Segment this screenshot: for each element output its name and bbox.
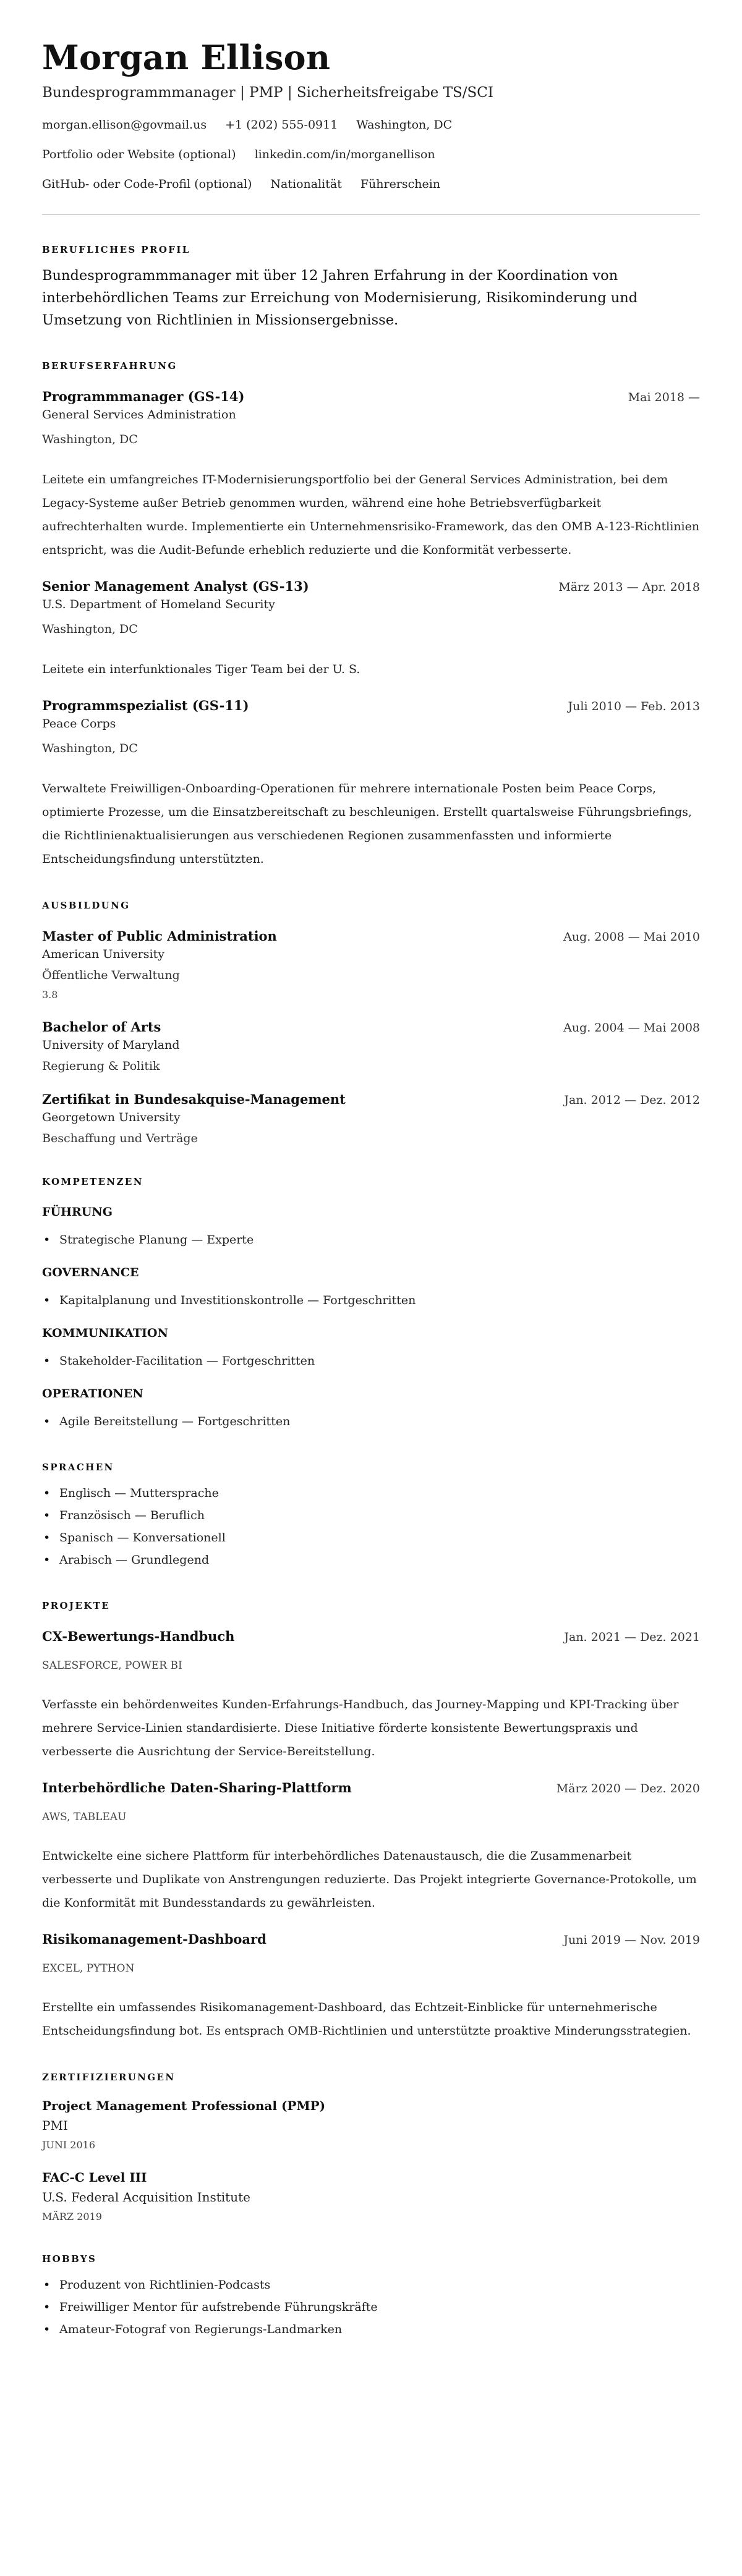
contact-license: Führerschein (360, 177, 441, 191)
job-org: U.S. Department of Homeland Security (42, 598, 275, 611)
project-description: Verfasste ein behördenweites Kunden-Erfahrungs-Handbuch, das Journey-Mapping und KPI-Tracking über mehrere Service-Linien standardisierte. Diese Initiative förderte konsistente Bewertungspraxis und verbesserte die Ausrichtung der Service-Bereitstellung. (42, 1698, 679, 1758)
project-entry (42, 1931, 700, 2043)
project-entry (42, 1628, 700, 1763)
resume-header (42, 36, 700, 215)
section-title-hobbies: HOBBYS (42, 2253, 97, 2265)
degree-field: Beschaffung und Verträge (42, 1132, 198, 1145)
project-date: März 2020 — Dez. 2020 (556, 1782, 700, 1795)
skill-category: KOMMUNIKATION (42, 1326, 168, 1340)
degree-title: Master of Public Administration (42, 928, 277, 944)
job-description: Leitete ein umfangreiches IT-Modernisierungsportfolio bei der General Services Administration, bei dem Legacy-Systeme außer Betrieb genommen wurden, während eine hohe Betriebsverfügbarkeit aufrechterhalten wurde. Implementierte ein Unternehmensrisiko-Framework, das den OMB A-123-Richtlinien entspricht, was die Audit-Befunde erheblich reduzierte und die Konformität verbesserte. (42, 473, 700, 557)
degree-date: Jan. 2012 — Dez. 2012 (564, 1093, 700, 1107)
job-description: Leitete ein interfunktionales Tiger Team bei der U. S. (42, 663, 360, 676)
cert-date: JUNI 2016 (42, 2139, 96, 2151)
skill-category: GOVERNANCE (42, 1266, 139, 1279)
cert-issuer: PMI (42, 2118, 68, 2133)
languages-section (42, 1461, 700, 1571)
contact-row-extra (42, 177, 700, 192)
projects-section (42, 1599, 700, 2043)
experience-entry (42, 697, 700, 871)
experience-section (42, 360, 700, 871)
job-location: Washington, DC (42, 742, 138, 755)
experience-entry (42, 578, 700, 681)
job-date: Mai 2018 — (628, 391, 700, 404)
cert-name: FAC-C Level III (42, 2170, 147, 2185)
hobby-list (42, 2274, 700, 2341)
contact-github[interactable]: GitHub- oder Code-Profil (optional) (42, 177, 252, 191)
job-title: Programmspezialist (GS-11) (42, 698, 249, 713)
contact-nationality: Nationalität (270, 177, 342, 191)
section-title-projects: PROJEKTE (42, 1600, 111, 1611)
cert-date: MÄRZ 2019 (42, 2211, 102, 2222)
candidate-name: Morgan Ellison (42, 38, 331, 77)
project-tech: SALESFORCE, POWER BI (42, 1659, 182, 1672)
section-title-skills: KOMPETENZEN (42, 1176, 143, 1187)
school-name: Georgetown University (42, 1111, 181, 1124)
cert-name: Project Management Professional (PMP) (42, 2098, 326, 2113)
project-name: CX-Bewertungs-Handbuch (42, 1629, 235, 1644)
education-section (42, 899, 700, 1147)
job-location: Washington, DC (42, 433, 138, 446)
skill-item: • Kapitalplanung und Investitionskontrolle — Fortgeschritten (42, 1289, 700, 1311)
degree-field: Regierung & Politik (42, 1059, 160, 1073)
skills-section (42, 1176, 700, 1433)
contact-row-links (42, 147, 700, 162)
degree-date: Aug. 2004 — Mai 2008 (563, 1021, 700, 1035)
degree-date: Aug. 2008 — Mai 2010 (563, 930, 700, 944)
degree-title: Zertifikat in Bundesakquise-Management (42, 1091, 346, 1107)
school-name: University of Maryland (42, 1038, 180, 1052)
headline: Bundesprogrammmanager | PMP | Sicherheitsfreigabe TS/SCI (42, 85, 493, 101)
section-title-education: AUSBILDUNG (42, 900, 130, 911)
contact-row-primary (42, 117, 700, 132)
education-entry (42, 928, 700, 1002)
certification-entry (42, 2169, 700, 2224)
job-location: Washington, DC (42, 622, 138, 636)
skill-list (42, 1229, 700, 1251)
school-name: American University (42, 947, 164, 961)
certifications-section (42, 2071, 700, 2224)
skill-item: • Strategische Planung — Experte (42, 1229, 700, 1251)
contact-phone[interactable]: +1 (202) 555-0911 (225, 118, 338, 132)
job-org: General Services Administration (42, 408, 236, 422)
education-entry (42, 1019, 700, 1075)
hobby-item: • Freiwilliger Mentor für aufstrebende Führungskräfte (42, 2296, 700, 2318)
job-title: Programmmanager (GS-14) (42, 389, 245, 404)
section-title-profile: BERUFLICHES PROFIL (42, 244, 190, 255)
language-item: • Arabisch — Grundlegend (42, 1549, 700, 1571)
skill-item: • Agile Bereitstellung — Fortgeschritten (42, 1410, 700, 1433)
skill-list (42, 1289, 700, 1311)
job-description: Verwaltete Freiwilligen-Onboarding-Operationen für mehrere internationale Posten beim Peace Corps, optimierte Prozesse, um die Einsatzbereitschaft zu beschleunigen. Erstellt quartalsweise Führungsbriefings, die Richtlinienaktualisierungen aus verschiedenen Regionen zusammenfassten und informierte Entscheidungsfindung unterstützten. (42, 782, 692, 866)
header-divider (42, 214, 700, 215)
profile-section (42, 244, 700, 331)
degree-title: Bachelor of Arts (42, 1019, 161, 1035)
contact-portfolio[interactable]: Portfolio oder Website (optional) (42, 148, 236, 161)
hobbies-section (42, 2253, 700, 2341)
degree-gpa: 3.8 (42, 989, 58, 1001)
section-title-certifications: ZERTIFIZIERUNGEN (42, 2072, 176, 2083)
project-tech: AWS, TABLEAU (42, 1811, 127, 1823)
job-date: März 2013 — Apr. 2018 (558, 580, 700, 594)
profile-summary: Bundesprogrammmanager mit über 12 Jahren Erfahrung in der Koordination von interbehördlichen Teams zur Erreichung von Modernisierung, Risikominderung und Umsetzung von Richtlinien in Missionsergebnisse. (42, 268, 638, 328)
language-item: • Spanisch — Konversationell (42, 1527, 700, 1549)
skill-list (42, 1350, 700, 1372)
language-item: • Französisch — Beruflich (42, 1504, 700, 1527)
contact-location: Washington, DC (356, 118, 453, 132)
degree-field: Öffentliche Verwaltung (42, 968, 180, 982)
job-date: Juli 2010 — Feb. 2013 (568, 700, 700, 713)
project-name: Interbehördliche Daten-Sharing-Plattform (42, 1780, 352, 1795)
section-title-experience: BERUFSERFAHRUNG (42, 360, 177, 371)
section-title-languages: SPRACHEN (42, 1462, 114, 1473)
project-description: Entwickelte eine sichere Plattform für interbehördliches Datenaustausch, die die Zusammenarbeit verbesserte und Duplikate von Anstrengungen reduzierte. Das Projekt integrierte Governance-Protokolle, um die Konformität mit Bundesstandards zu gewährleisten. (42, 1849, 697, 1910)
cert-issuer: U.S. Federal Acquisition Institute (42, 2190, 250, 2205)
education-entry (42, 1091, 700, 1147)
project-date: Jan. 2021 — Dez. 2021 (564, 1630, 700, 1644)
project-entry (42, 1779, 700, 1915)
certification-entry (42, 2097, 700, 2153)
skill-item: • Stakeholder-Facilitation — Fortgeschritten (42, 1350, 700, 1372)
skill-category: FÜHRUNG (42, 1205, 113, 1219)
project-name: Risikomanagement-Dashboard (42, 1931, 267, 1947)
contact-email[interactable]: morgan.ellison@govmail.us (42, 118, 207, 132)
job-title: Senior Management Analyst (GS-13) (42, 578, 309, 594)
project-tech: EXCEL, PYTHON (42, 1962, 135, 1975)
language-list (42, 1482, 700, 1571)
skill-list (42, 1410, 700, 1433)
project-description: Erstellte ein umfassendes Risikomanagement-Dashboard, das Echtzeit-Einblicke für unternehmerische Entscheidungsfindung bot. Es entsprach OMB-Richtlinien und unterstützte proaktive Minderungsstrategien. (42, 2001, 691, 2038)
language-item: • Englisch — Muttersprache (42, 1482, 700, 1504)
hobby-item: • Amateur-Fotograf von Regierungs-Landmarken (42, 2318, 700, 2341)
job-org: Peace Corps (42, 717, 116, 731)
contact-linkedin[interactable]: linkedin.com/in/morganellison (254, 148, 435, 161)
hobby-item: • Produzent von Richtlinien-Podcasts (42, 2274, 700, 2296)
skill-category: OPERATIONEN (42, 1387, 143, 1400)
project-date: Juni 2019 — Nov. 2019 (563, 1933, 700, 1947)
experience-entry (42, 388, 700, 562)
